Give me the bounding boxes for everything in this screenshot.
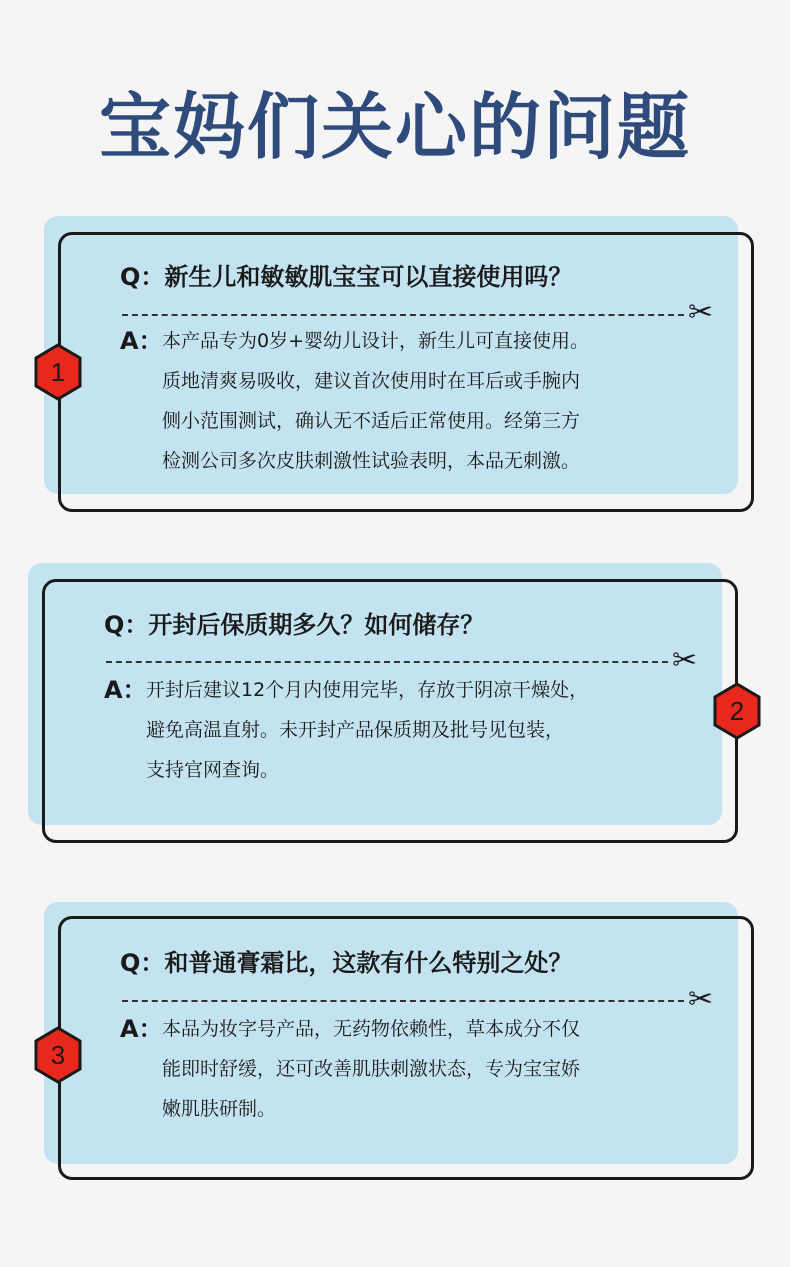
answer-line: 本产品专为0岁+婴幼儿设计，新生儿可直接使用。: [162, 330, 590, 352]
answer-text: [162, 1009, 580, 1129]
answer-line: 侧小范围测试，确认无不适后正常使用。经第三方: [162, 410, 581, 432]
badge-number: 3: [50, 1040, 66, 1070]
question-text: Q：和普通膏霜比，这款有什么特别之处？: [120, 949, 573, 977]
answer-line: 质地清爽易吸收，建议首次使用时在耳后或手腕内: [162, 370, 581, 392]
cut-line: [122, 1000, 684, 1002]
answer-text: [146, 670, 588, 790]
answer-label: A：: [120, 327, 163, 355]
answer-line: 嫩肌肤研制。: [162, 1098, 277, 1120]
answer-line: 检测公司多次皮肤刺激性试验表明，本品无刺激。: [162, 450, 581, 472]
badge-number: 1: [50, 357, 66, 387]
cut-line: [106, 661, 668, 663]
answer-line: 本品为妆字号产品，无药物依赖性，草本成分不仅: [162, 1018, 581, 1040]
answer-line: 支持官网查询。: [146, 759, 280, 781]
page-title: 宝妈们关心的问题: [98, 85, 691, 169]
answer-line: 避免高温直射。未开封产品保质期及批号见包装，: [146, 719, 565, 741]
number-badge: [712, 682, 762, 740]
answer-label: A：: [120, 1015, 163, 1043]
number-badge: [33, 343, 83, 401]
question-text: Q：开封后保质期多久？如何储存？: [104, 611, 485, 639]
answer-line: 开封后建议12个月内使用完毕，存放于阴凉干燥处，: [146, 679, 589, 701]
answer-label: A：: [104, 676, 147, 704]
question-text: Q：新生儿和敏敏肌宝宝可以直接使用吗？: [120, 263, 573, 291]
scissors-icon: ✂: [688, 295, 714, 330]
badge-number: 2: [729, 696, 745, 726]
answer-line: 能即时舒缓，还可改善肌肤刺激状态，专为宝宝娇: [162, 1058, 581, 1080]
cut-line: [122, 314, 684, 316]
scissors-icon: ✂: [672, 643, 698, 678]
answer-text: [162, 321, 589, 481]
scissors-icon: ✂: [688, 982, 714, 1017]
number-badge: [33, 1026, 83, 1084]
